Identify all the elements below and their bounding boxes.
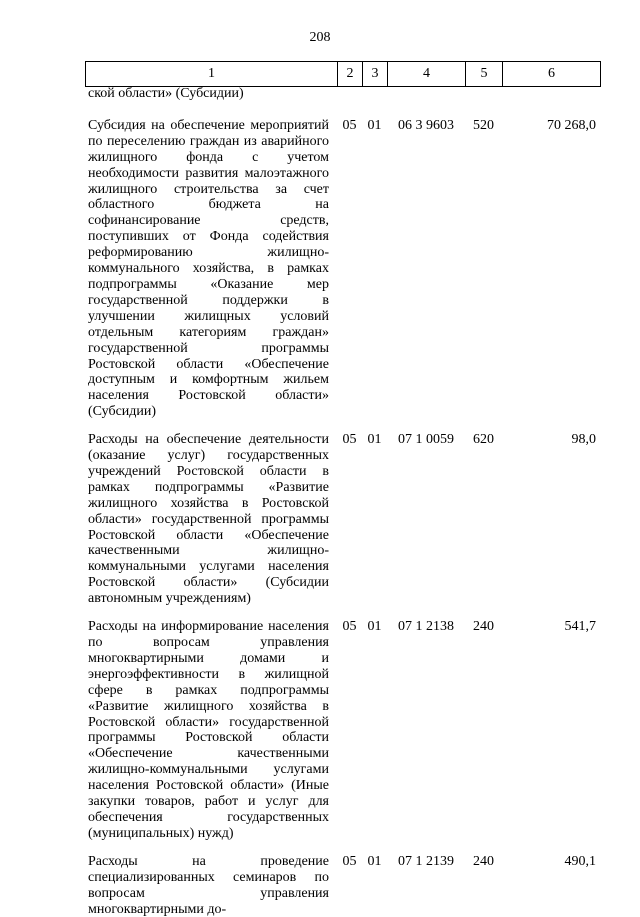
row-subsection [362,86,387,106]
row-target-code [387,86,465,106]
column-header-3: 3 [363,62,388,87]
row-target-code: 06 3 9603 [398,117,454,133]
row-description: Расходы на обеспечение деятельности (оказание услуг) государственных учреждений Ростовской области в рамках подпрограммы «Развитие жилищного хозяйства в Ростовской области» государственной программы Ростовской области «Обеспечение качественными жилищно-коммунальными услугами населения Ростовской области» (Субсидии автономным учреждениям) [88,432,329,607]
row-expense-type: 620 [473,432,494,448]
column-header-6: 6 [503,62,601,87]
row-amount [502,86,600,106]
row-expense-type [465,86,502,106]
row-amount: 490,1 [564,853,596,869]
table-row [85,842,600,917]
column-header-1: 1 [86,62,338,87]
row-subsection: 01 [367,619,382,635]
row-target-code: 07 1 0059 [398,432,454,448]
row-section [337,86,362,106]
column-header-2: 2 [338,62,363,87]
row-description: Субсидия на обеспечение мероприятий по переселению граждан из аварийного жилищного фонда с учетом необходимости развития малоэтажного жилищного строительства за счет областного бюджета на софинансирование средств, поступивших от Фонда содействия реформированию жилищно-коммунального хозяйства, в рамках подпрограммы «Оказание мер государственной поддержки в улучшении жилищных условий отдельным категориям граждан» государственной программы Ростовской области «Обеспечение доступным и комфортным жильем населения Ростовской области» (Субсидии) [88,117,329,420]
row-expense-type: 240 [473,853,494,869]
row-expense-type: 240 [473,619,494,635]
row-expense-type: 520 [473,117,494,133]
table-row [85,106,600,420]
row-subsection: 01 [367,117,382,133]
table-row [85,420,600,607]
row-description: Расходы на проведение специализированных семинаров по вопросам управления многоквартирными до- [88,853,329,917]
table-row [85,86,600,106]
row-description: ской области» (Субсидии) [88,86,244,101]
budget-table [85,86,600,917]
page-number: 208 [309,30,331,45]
row-section: 05 [342,432,357,448]
table-row [85,607,600,842]
column-header-4: 4 [388,62,466,87]
row-subsection: 01 [367,432,382,448]
row-amount: 98,0 [571,432,596,448]
column-header-row [86,62,601,87]
row-section: 05 [342,117,357,133]
column-header-table [85,61,601,87]
row-amount: 541,7 [564,619,596,635]
row-target-code: 07 1 2138 [398,619,454,635]
column-header-5: 5 [466,62,503,87]
row-section: 05 [342,619,357,635]
row-amount: 70 268,0 [547,117,596,133]
row-subsection: 01 [367,853,382,869]
row-target-code: 07 1 2139 [398,853,454,869]
row-section: 05 [342,853,357,869]
row-description: Расходы на информирование населения по вопросам управления многоквартирными домами и энергоэффективности в жилищной сфере в рамках подпрограммы «Развитие жилищного хозяйства в Ростовской области» государственной программы Ростовской области «Обеспечение качественными жилищно-коммунальными услугами населения Ростовской области» (Иные закупки товаров, работ и услуг для обеспечения государственных (муниципальных) нужд) [88,619,329,841]
